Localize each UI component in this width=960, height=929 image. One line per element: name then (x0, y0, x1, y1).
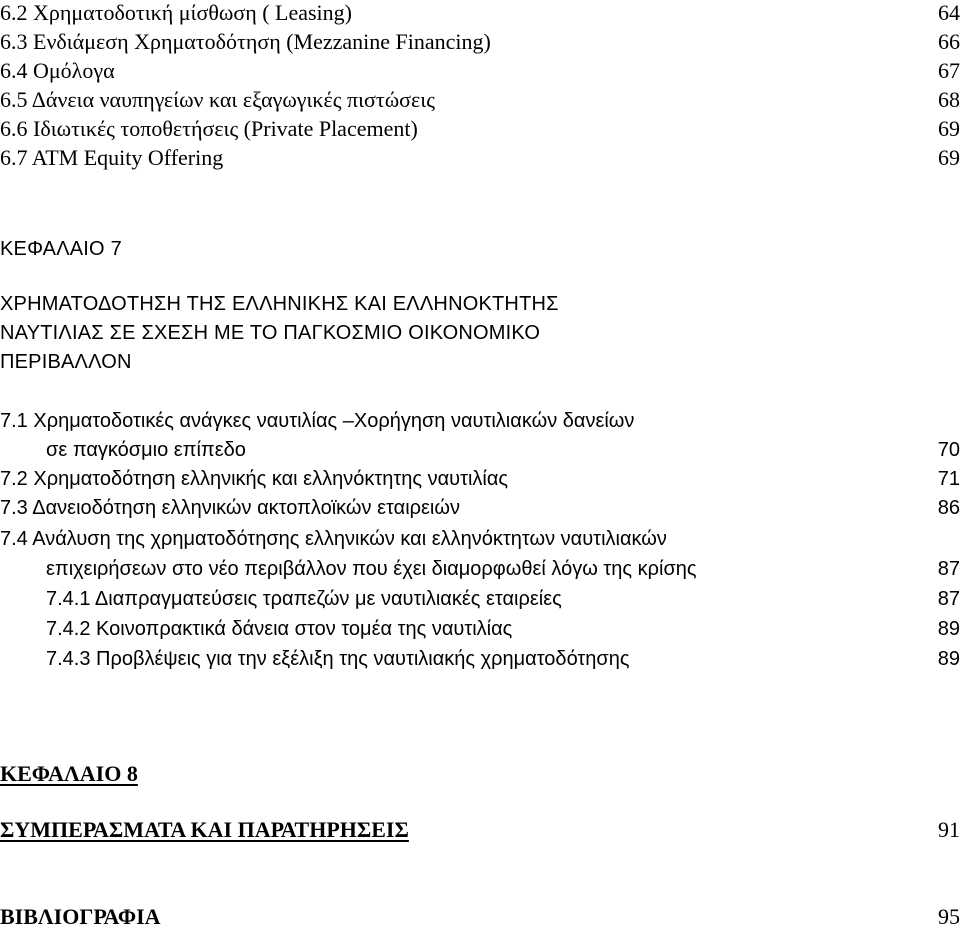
toc-page-number: 69 (938, 116, 960, 141)
toc-entry-7-3[interactable]: 7.3 Δανειοδότηση ελληνικών ακτοπλοϊκών εταιρειών (0, 497, 460, 519)
toc-entry-7-1[interactable]: 7.1 Χρηματοδοτικές ανάγκες ναυτιλίας –Χορήγηση ναυτιλιακών δανείων (0, 410, 635, 432)
chapter-title-line: ΝΑΥΤΙΛΙΑΣ ΣΕ ΣΧΕΣΗ ΜΕ ΤΟ ΠΑΓΚΟΣΜΙΟ ΟΙΚΟΝΟΜΙΚΟ (0, 322, 541, 344)
chapter-heading: ΚΕΦΑΛΑΙΟ 7 (0, 238, 122, 260)
toc-page-number: 95 (938, 904, 960, 929)
toc-entry-6-5[interactable]: 6.5 Δάνεια ναυπηγείων και εξαγωγικές πιστώσεις (0, 87, 435, 112)
toc-entry-6-2[interactable]: 6.2 Χρηματοδοτική μίσθωση ( Leasing) (0, 0, 352, 25)
toc-entry-7-4-continuation[interactable]: επιχειρήσεων στο νέο περιβάλλον που έχει διαμορφωθεί λόγω της κρίσης (46, 558, 697, 580)
toc-page-number: 70 (937, 439, 960, 461)
toc-entry-7-4-1[interactable]: 7.4.1 Διαπραγματεύσεις τραπεζών με ναυτιλιακές εταιρείες (46, 588, 562, 610)
toc-entry-6-3[interactable]: 6.3 Ενδιάμεση Χρηματοδότηση (Mezzanine Financing) (0, 29, 491, 54)
toc-entry-6-4[interactable]: 6.4 Ομόλογα (0, 58, 115, 83)
chapter-heading: ΚΕΦΑΛΑΙΟ 8 (0, 761, 138, 786)
toc-page-number: 66 (938, 29, 960, 54)
toc-page-number: 71 (937, 468, 960, 490)
toc-page-number: 89 (937, 618, 960, 640)
toc-entry-7-2[interactable]: 7.2 Χρηματοδότηση ελληνικής και ελληνόκτητης ναυτιλίας (0, 468, 509, 490)
chapter-title-line: ΠΕΡΙΒΑΛΛΟΝ (0, 351, 132, 373)
toc-page-number: 69 (938, 145, 960, 170)
toc-entry-6-7[interactable]: 6.7 ATM Equity Offering (0, 145, 224, 170)
toc-page-number: 91 (938, 817, 960, 842)
toc-entry-7-4[interactable]: 7.4 Ανάλυση της χρηματοδότησης ελληνικών και ελληνόκτητων ναυτιλιακών (0, 528, 667, 550)
chapter-title-line: ΧΡΗΜΑΤΟΔΟΤΗΣΗ ΤΗΣ ΕΛΛΗΝΙΚΗΣ ΚΑΙ ΕΛΛΗΝΟΚΤΗΤΗΣ (0, 293, 559, 315)
toc-page-number: 87 (937, 588, 960, 610)
toc-entry-7-1-continuation[interactable]: σε παγκόσμιο επίπεδο (46, 439, 246, 461)
toc-entry-6-6[interactable]: 6.6 Ιδιωτικές τοποθετήσεις (Private Placement) (0, 116, 418, 141)
toc-page-number: 87 (937, 558, 960, 580)
toc-page-number: 68 (938, 87, 960, 112)
toc-page-number: 67 (938, 58, 960, 83)
toc-page-number: 86 (937, 497, 960, 519)
toc-page-number: 89 (937, 648, 960, 670)
toc-entry-7-4-3[interactable]: 7.4.3 Προβλέψεις για την εξέλιξη της ναυτιλιακής χρηματοδότησης (46, 648, 630, 670)
toc-entry-bibliography[interactable]: ΒΙΒΛΙΟΓΡΑΦΙΑ (0, 904, 161, 929)
toc-entry-7-4-2[interactable]: 7.4.2 Κοινοπρακτικά δάνεια στον τομέα της ναυτιλίας (46, 618, 513, 640)
toc-entry-chapter-8[interactable]: ΣΥΜΠΕΡΑΣΜΑΤΑ ΚΑΙ ΠΑΡΑΤΗΡΗΣΕΙΣ (0, 817, 409, 842)
toc-page-number: 64 (938, 0, 960, 25)
